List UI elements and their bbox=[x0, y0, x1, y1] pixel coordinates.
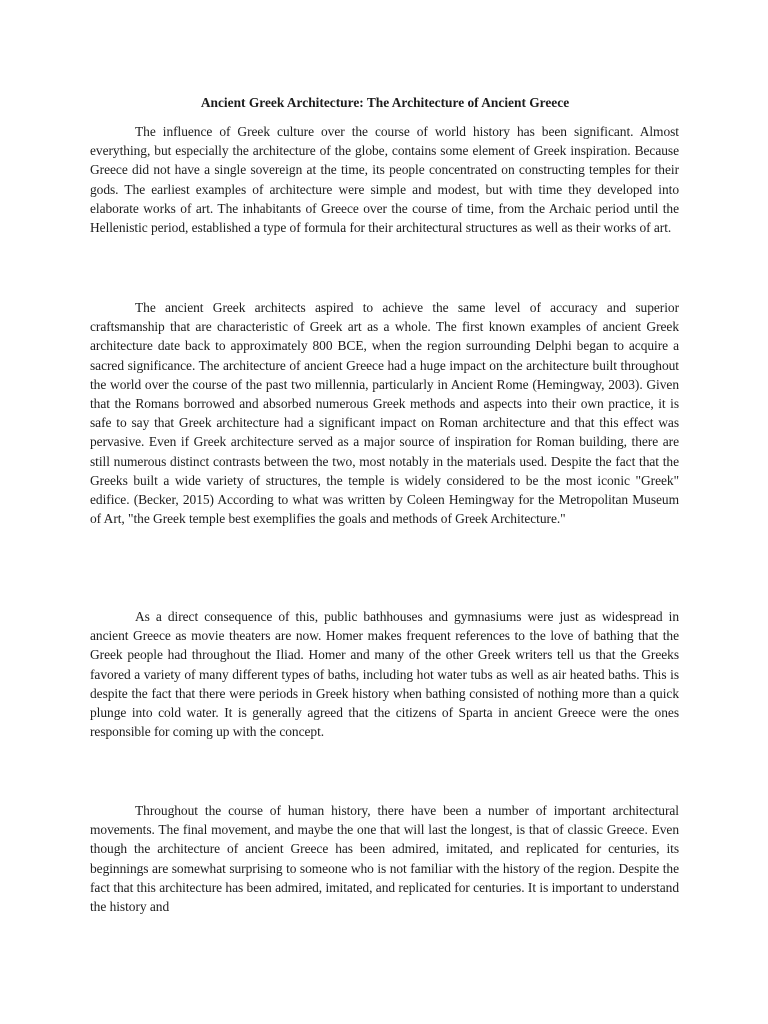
document-title bbox=[90, 95, 680, 111]
paragraph-2: The ancient Greek architects aspired to achieve the same level of accuracy and superior craftsmanship that are characteristic of Greek art as a whole. The first known examples of ancient Greek architecture date back to approximately 800 BCE, when the region surrounding Delphi began to acquire a sacred significance. The architecture of ancient Greece had a huge impact on the architecture built throughout the world over the course of the past two millennia, particularly in Ancient Rome (Hemingway, 2003). Given that the Romans borrowed and absorbed numerous Greek methods and aspects into their own practice, it is safe to say that Greek architecture had a significant impact on Roman architecture and that this effect was pervasive. Even if Greek architecture served as a major source of inspiration for Roman building, there are still numerous distinct contrasts between the two, most notably in the materials used. Despite the fact that the Greeks built a wide variety of structures, the temple is widely considered to be the most iconic "Greek" edifice. (Becker, 2015) According to what was written by Coleen Hemingway for the Metropolitan Museum of Art, "the Greek temple best exemplifies the goals and methods of Greek Architecture." bbox=[90, 300, 679, 527]
title-part-3: Ancient Greece bbox=[481, 95, 570, 110]
paragraph-4: Throughout the course of human history, there have been a number of important architectural movements. The final movement, and maybe the one that will last the longest, is that of classic Greece. Even though the architecture of ancient Greece has been admired, imitated, and replicated for centuries, its beginnings are somewhat surprising to someone who is not familiar with the history of the region. Despite the fact that this architecture has been admired, imitated, and replicated for centuries. It is important to understand the history and bbox=[90, 803, 679, 915]
paragraph-1: The influence of Greek culture over the course of world history has been significant. Almost everything, but especially the architecture of the globe, contains some element of Greek inspiration. Because Greece did not have a single sovereign at the time, its people concentrated on constructing temples for their gods. The earliest examples of architecture were simple and modest, but with time they developed into elaborate works of art. The inhabitants of Greece over the course of time, from the Archaic period until the Hellenistic period, established a type of formula for their architectural structures as well as their works of art. bbox=[90, 124, 679, 236]
title-part-1: Ancient Greek Architecture: The Architecture bbox=[200, 95, 465, 110]
title-part-2: of bbox=[464, 95, 482, 110]
paragraph-3: As a direct consequence of this, public bathhouses and gymnasiums were just as widespread in ancient Greece as movie theaters are now. Homer makes frequent references to the love of bathing that the Greek people had throughout the Iliad. Homer and many of the other Greek writers tell us that the Greeks favored a variety of many different types of baths, including hot water tubs as well as air heated baths. This is despite the fact that there were periods in Greek history when bathing consisted of nothing more than a quick plunge into cold water. It is generally agreed that the citizens of Sparta in ancient Greece were the ones responsible for coming up with the concept. bbox=[90, 609, 679, 740]
